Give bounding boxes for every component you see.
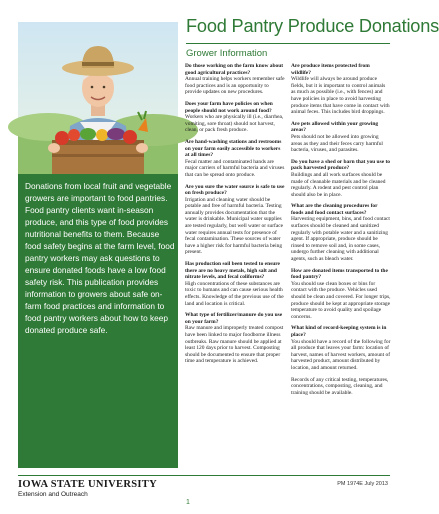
sidebar-intro-text: Donations from local fruit and vegetable growers are important to food pantries. Food pantry clients want in-season produce, and this type of food provides nutritional benefits to them. Because food safety begins at the farm level, food pantry workers may ask questions to ensure donated foods have a low food safety risk. This publication provides information to growers about safe on-farm food practices and information to food pantry workers about how to keep donated produce safe.	[25, 181, 175, 335]
publication-id: PM 1974E July 2013	[337, 481, 388, 487]
answer: Annual training helps workers remember safe food practices and is an opportunity to provide updates on new procedures.	[185, 76, 285, 96]
answer: Fecal matter and contaminated hands are major carriers of harmful bacteria and viruses that can be spread onto produce.	[185, 158, 285, 178]
qa-item	[185, 184, 285, 257]
logo-name: IOWA STATE UNIVERSITY	[18, 479, 157, 490]
question: How are donated items transported to the food pantry?	[291, 267, 388, 281]
sidebar-panel	[18, 22, 178, 468]
page-subtitle: Grower Information	[186, 48, 268, 59]
question: Do you have a shed or barn that you use to pack harvested produce?	[291, 158, 390, 172]
answer: You should have a record of the following for all produce that leaves your farm: location of harvest, names of harvest workers, amount of harvested product, amount distributed by location, and amount returned.	[291, 338, 391, 371]
qa-column-right	[291, 63, 391, 401]
qa-item	[291, 203, 391, 262]
records-note: Records of any critical testing, temperatures, concentrations, composting, cleaning, and training should be available.	[291, 376, 389, 396]
qa-item	[185, 261, 285, 307]
qa-item	[291, 121, 391, 154]
question: Are you sure the water source is safe to use on fresh produce?	[185, 183, 285, 197]
qa-item	[185, 312, 285, 365]
question: Does your farm have policies on when people should not work around food?	[185, 100, 273, 114]
question: Are pets allowed within your growing areas?	[291, 120, 379, 134]
question: Has production soil been tested to ensure there are no heavy metals, high salt and nitrate levels, and fecal coliforms?	[185, 261, 280, 281]
answer: High concentrations of these substances are toxic to humans and can cause serious health effects. Knowledge of the previous use of the land and location is critical.	[185, 280, 284, 307]
answer: Pets should not be allowed into growing areas as they and their feces carry harmful bacteria, viruses, and parasites.	[291, 133, 383, 154]
question: What kind of record-keeping system is in place?	[291, 325, 387, 338]
footer-divider	[18, 475, 390, 476]
qa-item	[291, 268, 391, 321]
answer: You should use clean boxes or bins for contact with the produce. Vehicles used should be clean and covered. For longer trips, produce should be kept at appropriate storage temperature to avoid quality and spoilage concerns.	[291, 280, 391, 320]
title-divider	[186, 43, 390, 44]
answer: Irrigation and cleaning water should be potable and free of harmful bacteria. Testing annually provides documentation that the water is drinkable. Municipal water supplies are tested regularly, but well water or surface water requires annual tests for presence of fecal contamination. These sources of water have a higher risk for harmful bacteria being present.	[185, 196, 284, 256]
page-title: Food Pantry Produce Donations	[186, 16, 439, 36]
page-number: 1	[186, 499, 190, 506]
question: Are produce items protected from wildlife?	[291, 63, 370, 76]
farmer-with-vegetable-crate-icon	[18, 22, 178, 174]
answer: Wildlife will always be around produce fields, but it is important to control animals as much as possible (i.e., with fences) and have policies in place to avoid harvesting produce items that have come in contact with animal feces. This includes bird droppings.	[291, 76, 390, 116]
answer: Raw manure and improperly treated compost have been linked to major foodborne illness outbreaks. Raw manure should be applied at least 120 days prior to harvest. Composting should be documented to ensure that proper time and temperature is achieved.	[185, 325, 284, 365]
question: Do those working on the farm know about good agricultural practices?	[185, 63, 284, 76]
qa-item	[185, 101, 285, 134]
logo-subtitle: Extension and Outreach	[18, 491, 88, 498]
qa-item	[185, 139, 285, 179]
answer: Buildings and all work surfaces should be made of cleanable materials and be cleaned regularly. A rodent and pest control plan should also be in place.	[291, 171, 386, 198]
question: Are hand-washing stations and restrooms on your farm easily accessible to workers at all times?	[185, 138, 282, 159]
answer: Workers who are physically ill (i.e., diarrhea, vomiting, sore throat) should not harvest, clean, or pack fresh produce.	[185, 114, 284, 134]
qa-column-left	[185, 63, 285, 370]
qa-item	[291, 159, 391, 199]
university-logo	[18, 479, 157, 498]
qa-item	[291, 63, 391, 116]
qa-item	[185, 63, 285, 96]
farmer-photo	[18, 22, 178, 174]
question: What are the cleaning procedures for foods and food contact surfaces?	[291, 203, 378, 216]
question: What type of fertilizer/manure do you use on your farm?	[185, 312, 283, 325]
qa-item	[291, 377, 391, 397]
answer: Harvesting equipment, bins, and food contact surfaces should be cleaned and sanitized regularly with potable water and a sanitizing agent. If appropriate, produce should be rinsed to remove soil and, in some cases, undergo further cleaning with additional agents, such as bleach water.	[291, 216, 390, 263]
qa-item	[291, 325, 391, 371]
